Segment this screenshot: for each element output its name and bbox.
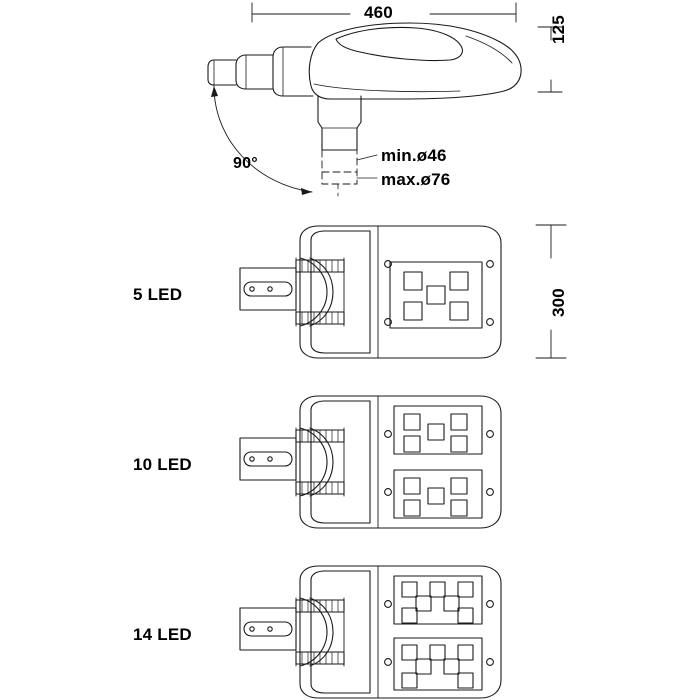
led-module: [402, 582, 417, 597]
screw-boss: [385, 431, 392, 438]
gear-tray-top: [394, 576, 482, 624]
gear-tray-bottom: [394, 638, 482, 690]
screw-boss: [487, 601, 494, 608]
bracket-arm: [236, 55, 273, 89]
dimension-label-height: 125: [549, 15, 568, 44]
led-module: [444, 659, 459, 674]
led-module: [402, 608, 417, 623]
reflector-curve-2: [310, 258, 333, 326]
led-module: [451, 478, 467, 494]
led-module: [428, 424, 444, 440]
mount-hole: [268, 627, 272, 631]
screw-boss: [385, 601, 392, 608]
bracket-end-cap: [208, 60, 236, 85]
housing-outline: [300, 226, 501, 358]
housing-outline: [300, 566, 501, 698]
dimension-label-width: 460: [364, 3, 393, 22]
reflector-curve: [300, 258, 327, 326]
mount-hole: [268, 287, 272, 291]
angle-label: 90°: [233, 155, 258, 172]
screw-boss: [487, 261, 494, 268]
led-module: [404, 500, 420, 516]
lamp-bracket: [273, 47, 313, 96]
plan-view-5led: [240, 226, 501, 358]
led-module: [404, 302, 422, 320]
led-module: [402, 645, 417, 660]
screw-boss: [385, 489, 392, 496]
housing-inner-left: [311, 231, 370, 353]
screw-boss: [487, 489, 494, 496]
led-module: [404, 436, 420, 452]
led-module: [428, 488, 444, 504]
led-module: [430, 582, 445, 597]
reflector-curve: [300, 598, 327, 666]
lamp-bottom-line: [314, 84, 460, 92]
lamp-front-line: [466, 36, 512, 63]
housing-inner-left: [311, 571, 370, 693]
led-module: [404, 478, 420, 494]
dimension-label-length: 300: [549, 288, 568, 317]
screw-boss: [385, 659, 392, 666]
variant-label-10led: 10 LED: [133, 455, 192, 474]
plan-view-14led: [240, 566, 501, 698]
pole-diameter-max-label: max.ø76: [381, 170, 451, 189]
led-module: [450, 302, 468, 320]
mount-hole: [250, 287, 254, 291]
screw-boss: [487, 659, 494, 666]
led-module: [451, 500, 467, 516]
variant-label-14led: 14 LED: [133, 625, 192, 644]
led-module: [458, 608, 473, 623]
led-module: [451, 414, 467, 430]
pole-dashed: [322, 150, 357, 184]
housing-outline: [300, 396, 501, 528]
variant-label-5led: 5 LED: [133, 285, 183, 304]
screw-boss: [487, 319, 494, 326]
arc-arrow-bottom: [301, 188, 312, 195]
screw-boss: [487, 431, 494, 438]
led-module: [427, 286, 445, 304]
reflector-curve-2: [310, 428, 333, 496]
led-module: [458, 582, 473, 597]
arc-arrow-top: [211, 86, 218, 97]
leader-min: [357, 155, 377, 160]
led-module: [451, 436, 467, 452]
lamp-head-outline: [309, 23, 521, 99]
led-module: [450, 272, 468, 290]
mount-hole: [268, 457, 272, 461]
mount-hole: [250, 457, 254, 461]
led-module: [430, 645, 445, 660]
rotation-arc: [214, 86, 312, 192]
reflector-curve: [300, 428, 327, 496]
mount-hole: [250, 627, 254, 631]
led-module: [402, 673, 417, 688]
led-module: [444, 596, 459, 611]
lamp-top-cover: [336, 27, 462, 60]
housing-inner-left: [311, 401, 370, 523]
reflector-curve-2: [310, 598, 333, 666]
plan-view-10led: [240, 396, 501, 528]
pole-mount-solid: [318, 96, 361, 150]
side-view-group: [208, 3, 562, 196]
led-module: [458, 673, 473, 688]
led-module: [416, 596, 431, 611]
led-module: [458, 645, 473, 660]
led-module: [404, 272, 422, 290]
led-module: [404, 414, 420, 430]
led-module: [416, 659, 431, 674]
pole-diameter-min-label: min.ø46: [381, 146, 447, 165]
